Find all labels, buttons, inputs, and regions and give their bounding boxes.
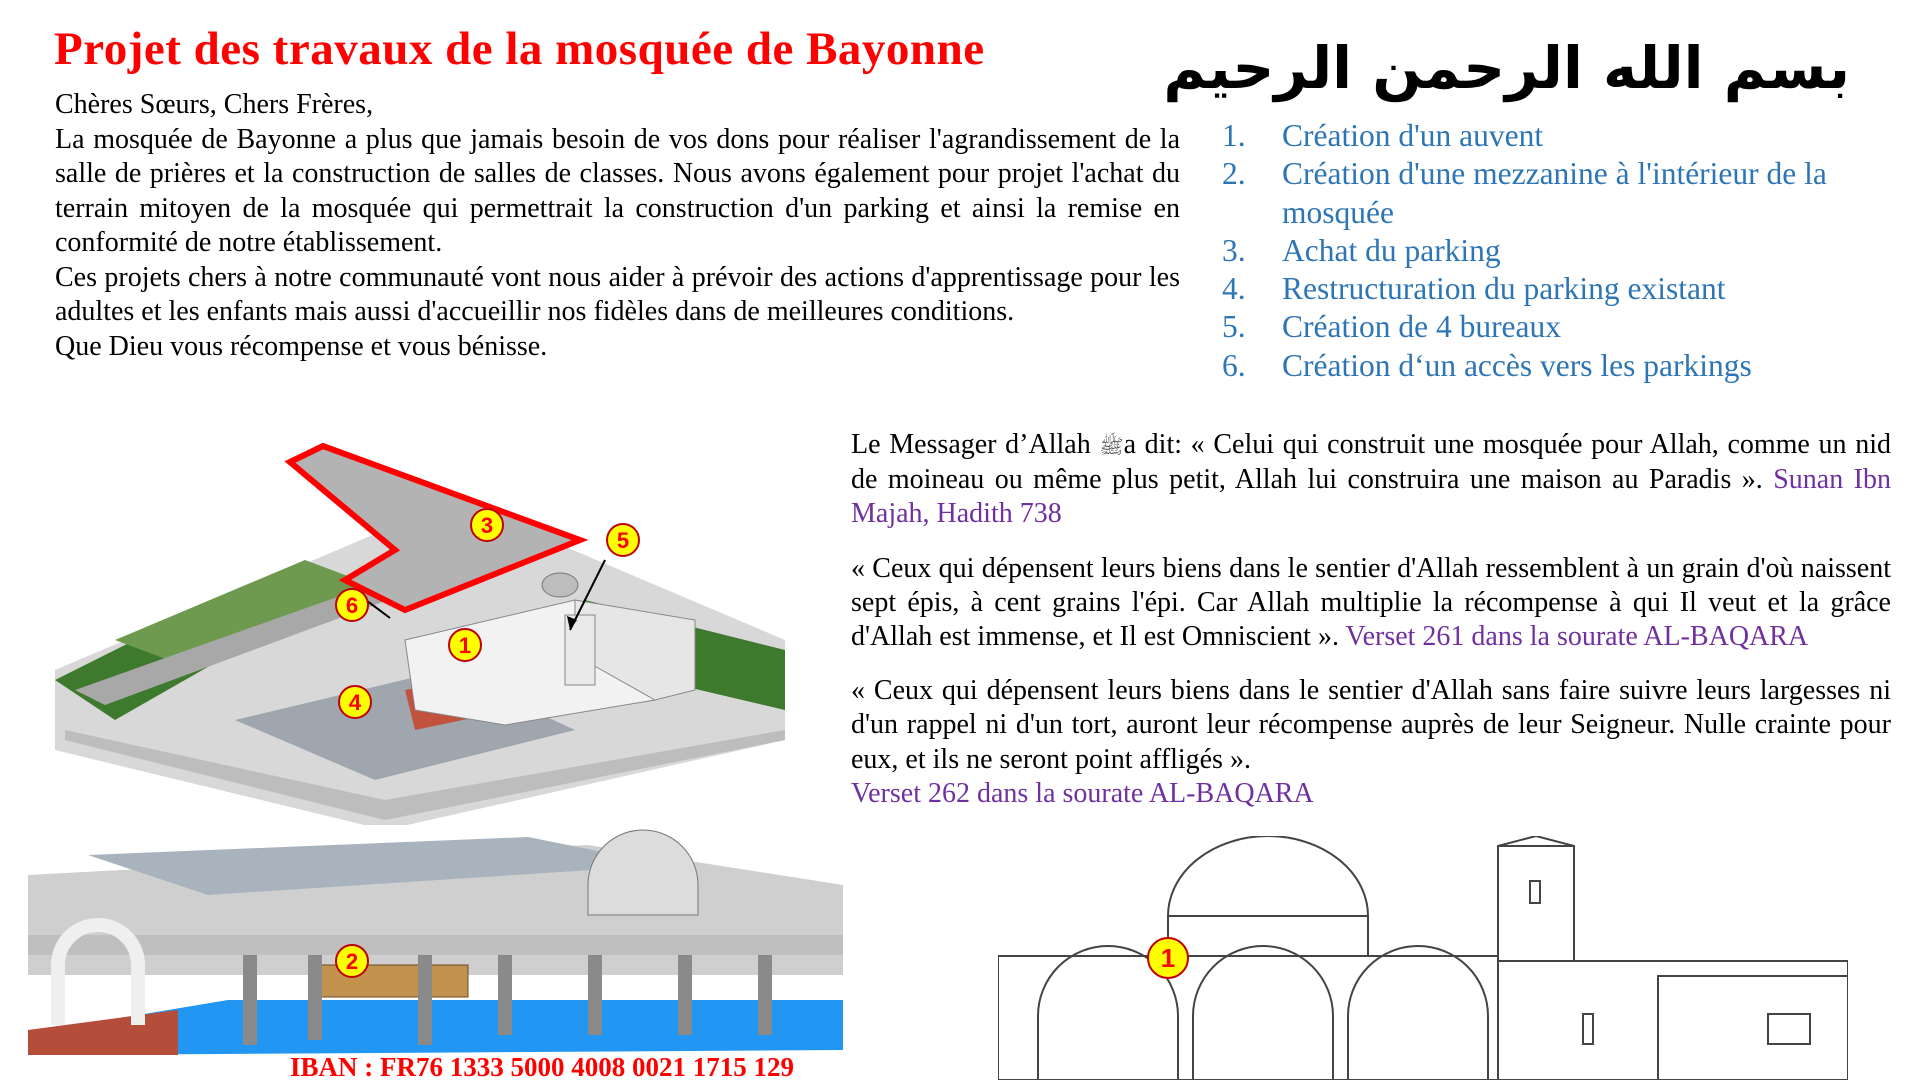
marker-1-facade [1148,938,1188,978]
intro-paragraph-1: La mosquée de Bayonne a plus que jamais besoin de vos dons pour réaliser l'agrandissement de la salle de prières et la construction de salles de classes. Nous avons également pour projet l'achat du terrain mitoyen de la mosquée qui permettrait la construction d'un parking et ainsi la remise en conformité de notre établissement. [55,123,1180,258]
hadith-quote: Le Messager d’Allah ﷺa dit: « Celui qui construit une mosquée pour Allah, comme un nid de moineau ou même plus petit, Allah lui construira une maison au Paradis ». Sunan Ibn Majah, Hadith 738 [851,429,1892,530]
site-plan-illustration [55,440,785,830]
page-title: Projet des travaux de la mosquée de Bayonne [54,23,985,75]
marker-4 [339,686,371,718]
quote-reference: Verset 262 dans la sourate AL-BAQARA [851,777,1314,809]
pbuh-honorific: ﷺ [1099,434,1124,458]
svg-text:1: 1 [1160,943,1176,973]
marker-2 [336,945,368,977]
svg-text:2: 2 [345,949,359,974]
marker-3 [471,509,503,541]
svg-text:6: 6 [345,593,359,618]
project-item: 6. Création d‘un accès vers les parkings [1222,347,1752,383]
project-item: 5. Création de 4 bureaux [1222,309,1562,345]
marker-6 [336,589,368,621]
marker-5 [607,524,639,556]
project-item: 1. Création d'un auvent [1222,118,1544,153]
svg-text:1: 1 [458,633,472,658]
intro-greeting: Chères Sœurs, Chers Frères, [55,89,374,120]
project-item: 4. Restructuration du parking existant [1222,271,1726,307]
marker-1 [449,629,481,661]
intro-text [55,88,1180,364]
verse-quote: « Ceux qui dépensent leurs biens dans le sentier d'Allah ressemblent à un grain d'où naissent sept épis, à cent grains l'épi. Car Allah multiplie la récompense à qui Il veut et la grâce d'Allah est immense, et Il est Omniscient ». Verset 261 dans la sourate AL-BAQARA [851,552,1891,653]
facade-elevation-drawing [998,836,1848,1080]
project-item: 3. Achat du parking [1222,232,1501,268]
svg-text:4: 4 [348,690,362,715]
quote-reference: Verset 261 dans la sourate AL-BAQARA [1345,621,1809,653]
verse-quote: « Ceux qui dépensent leurs biens dans le sentier d'Allah sans faire suivre leurs largesses ni d'un rappel ni d'un tort, auront leur récompense auprès de leur Seigneur. Nulle crainte pour eux, et ils ne seront point affligés ». Verset 262 dans la sourate AL-BAQARA [851,675,1891,809]
project-list [1222,117,1912,385]
svg-text:5: 5 [616,528,630,553]
intro-paragraph-2: Ces projets chers à notre communauté vont nous aider à prévoir des actions d'apprentissage pour les adultes et les enfants mais aussi d'accueillir nos fidèles dans de meilleures conditions. [55,261,1180,327]
project-item: 2. Création d'une mezzanine à l'intérieur de la mosquée [1222,156,1827,230]
iban-text: IBAN : FR76 1333 5000 4008 0021 1715 129 [290,1052,794,1082]
interior-section-illustration [28,825,843,1070]
quotes-section [851,428,1891,831]
basmala-heading: بسم الله الرحمن الرحيم [1163,34,1850,102]
quote-reference: Sunan Ibn Majah, Hadith 738 [851,464,1892,530]
svg-text:3: 3 [480,513,494,538]
intro-closing: Que Dieu vous récompense et vous bénisse. [55,330,548,362]
